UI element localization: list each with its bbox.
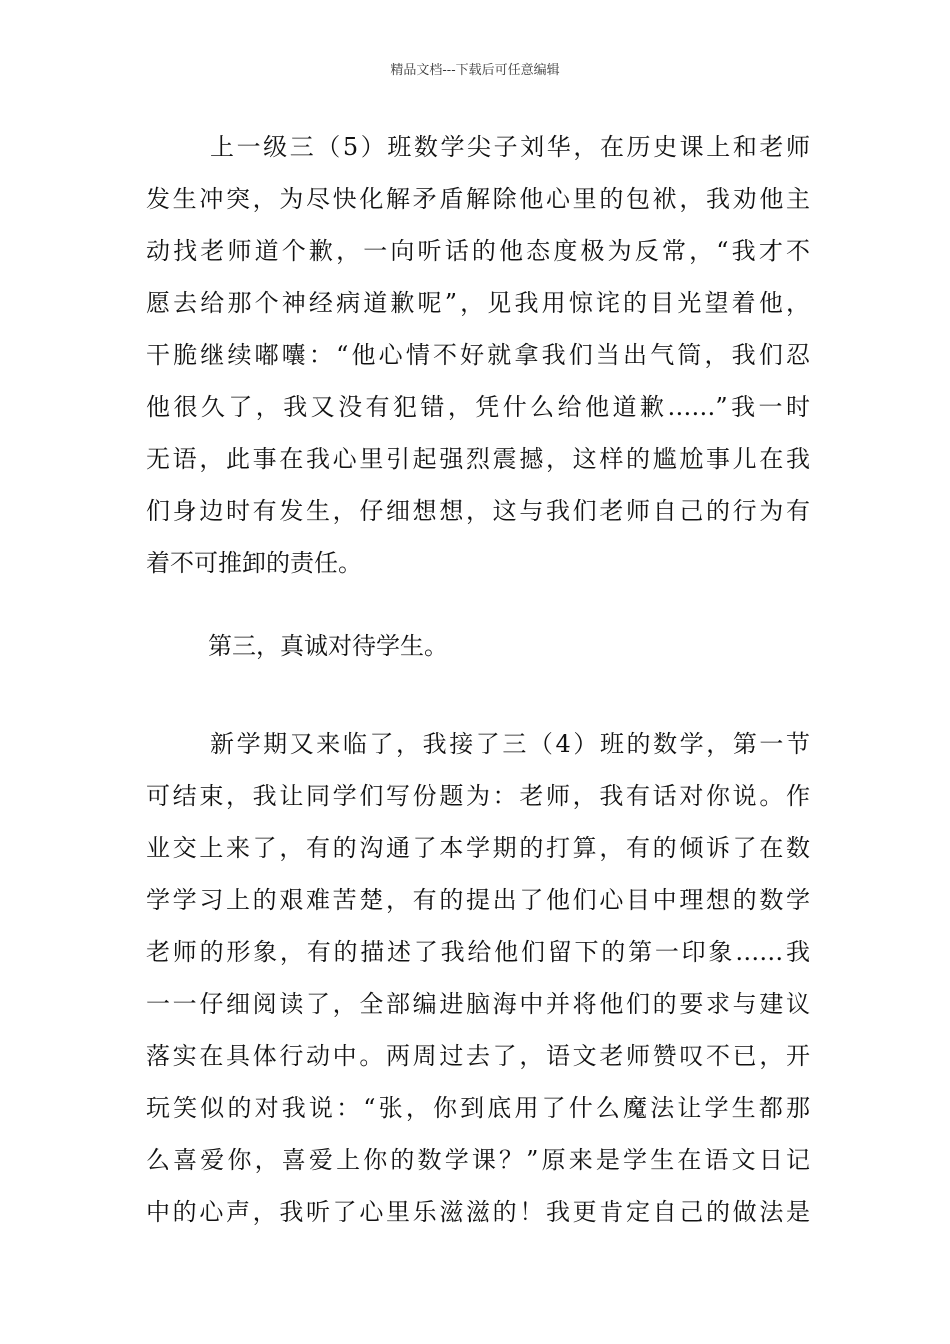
text-line: 学学习上的艰难苦楚，有的提出了他们心目中理想的数学: [146, 886, 810, 914]
text-line: 动找老师道个歉，一向听话的他态度极为反常，“我才不: [146, 237, 810, 265]
text-line: 玩笑似的对我说：“张，你到底用了什么魔法让学生都那: [146, 1094, 810, 1122]
text-line: 无语，此事在我心里引起强烈震撼，这样的尴尬事儿在我: [146, 445, 810, 473]
text-line: 落实在具体行动中。两周过去了，语文老师赞叹不已，开: [146, 1042, 810, 1070]
text-line: 业交上来了，有的沟通了本学期的打算，有的倾诉了在数: [146, 834, 810, 862]
text-line: 么喜爱你，喜爱上你的数学课？”原来是学生在语文日记: [146, 1146, 810, 1174]
paragraph-new-semester: [146, 718, 810, 1238]
page-header: 精品文档---下载后可任意编辑: [390, 63, 560, 78]
text-line: 他很久了，我又没有犯错，凭什么给他道歉……”我一时: [146, 393, 810, 421]
text-line: 们身边时有发生，仔细想想，这与我们老师自己的行为有: [146, 497, 810, 525]
text-line: 可结束，我让同学们写份题为：老师，我有话对你说。作: [146, 782, 810, 810]
text-line: 新学期又来临了，我接了三（4）班的数学，第一节: [210, 730, 810, 758]
text-line: 着不可推卸的责任。: [146, 549, 362, 577]
paragraph-incident: [146, 121, 810, 589]
text-line: 第三，真诚对待学生。: [208, 632, 448, 660]
section-heading-third: [146, 620, 810, 672]
text-line: 一一仔细阅读了，全部编进脑海中并将他们的要求与建议: [146, 990, 810, 1018]
text-line: 中的心声，我听了心里乐滋滋的！我更肯定自己的做法是: [146, 1198, 810, 1226]
text-line: 愿去给那个神经病道歉呢”，见我用惊诧的目光望着他，: [146, 289, 810, 317]
text-line: 干脆继续嘟囔：“他心情不好就拿我们当出气筒，我们忍: [146, 341, 810, 369]
text-line: 发生冲突，为尽快化解矛盾解除他心里的包袱，我劝他主: [146, 185, 810, 213]
text-line: 老师的形象，有的描述了我给他们留下的第一印象……我: [146, 938, 810, 966]
text-line: 上一级三（5）班数学尖子刘华，在历史课上和老师: [210, 133, 810, 161]
